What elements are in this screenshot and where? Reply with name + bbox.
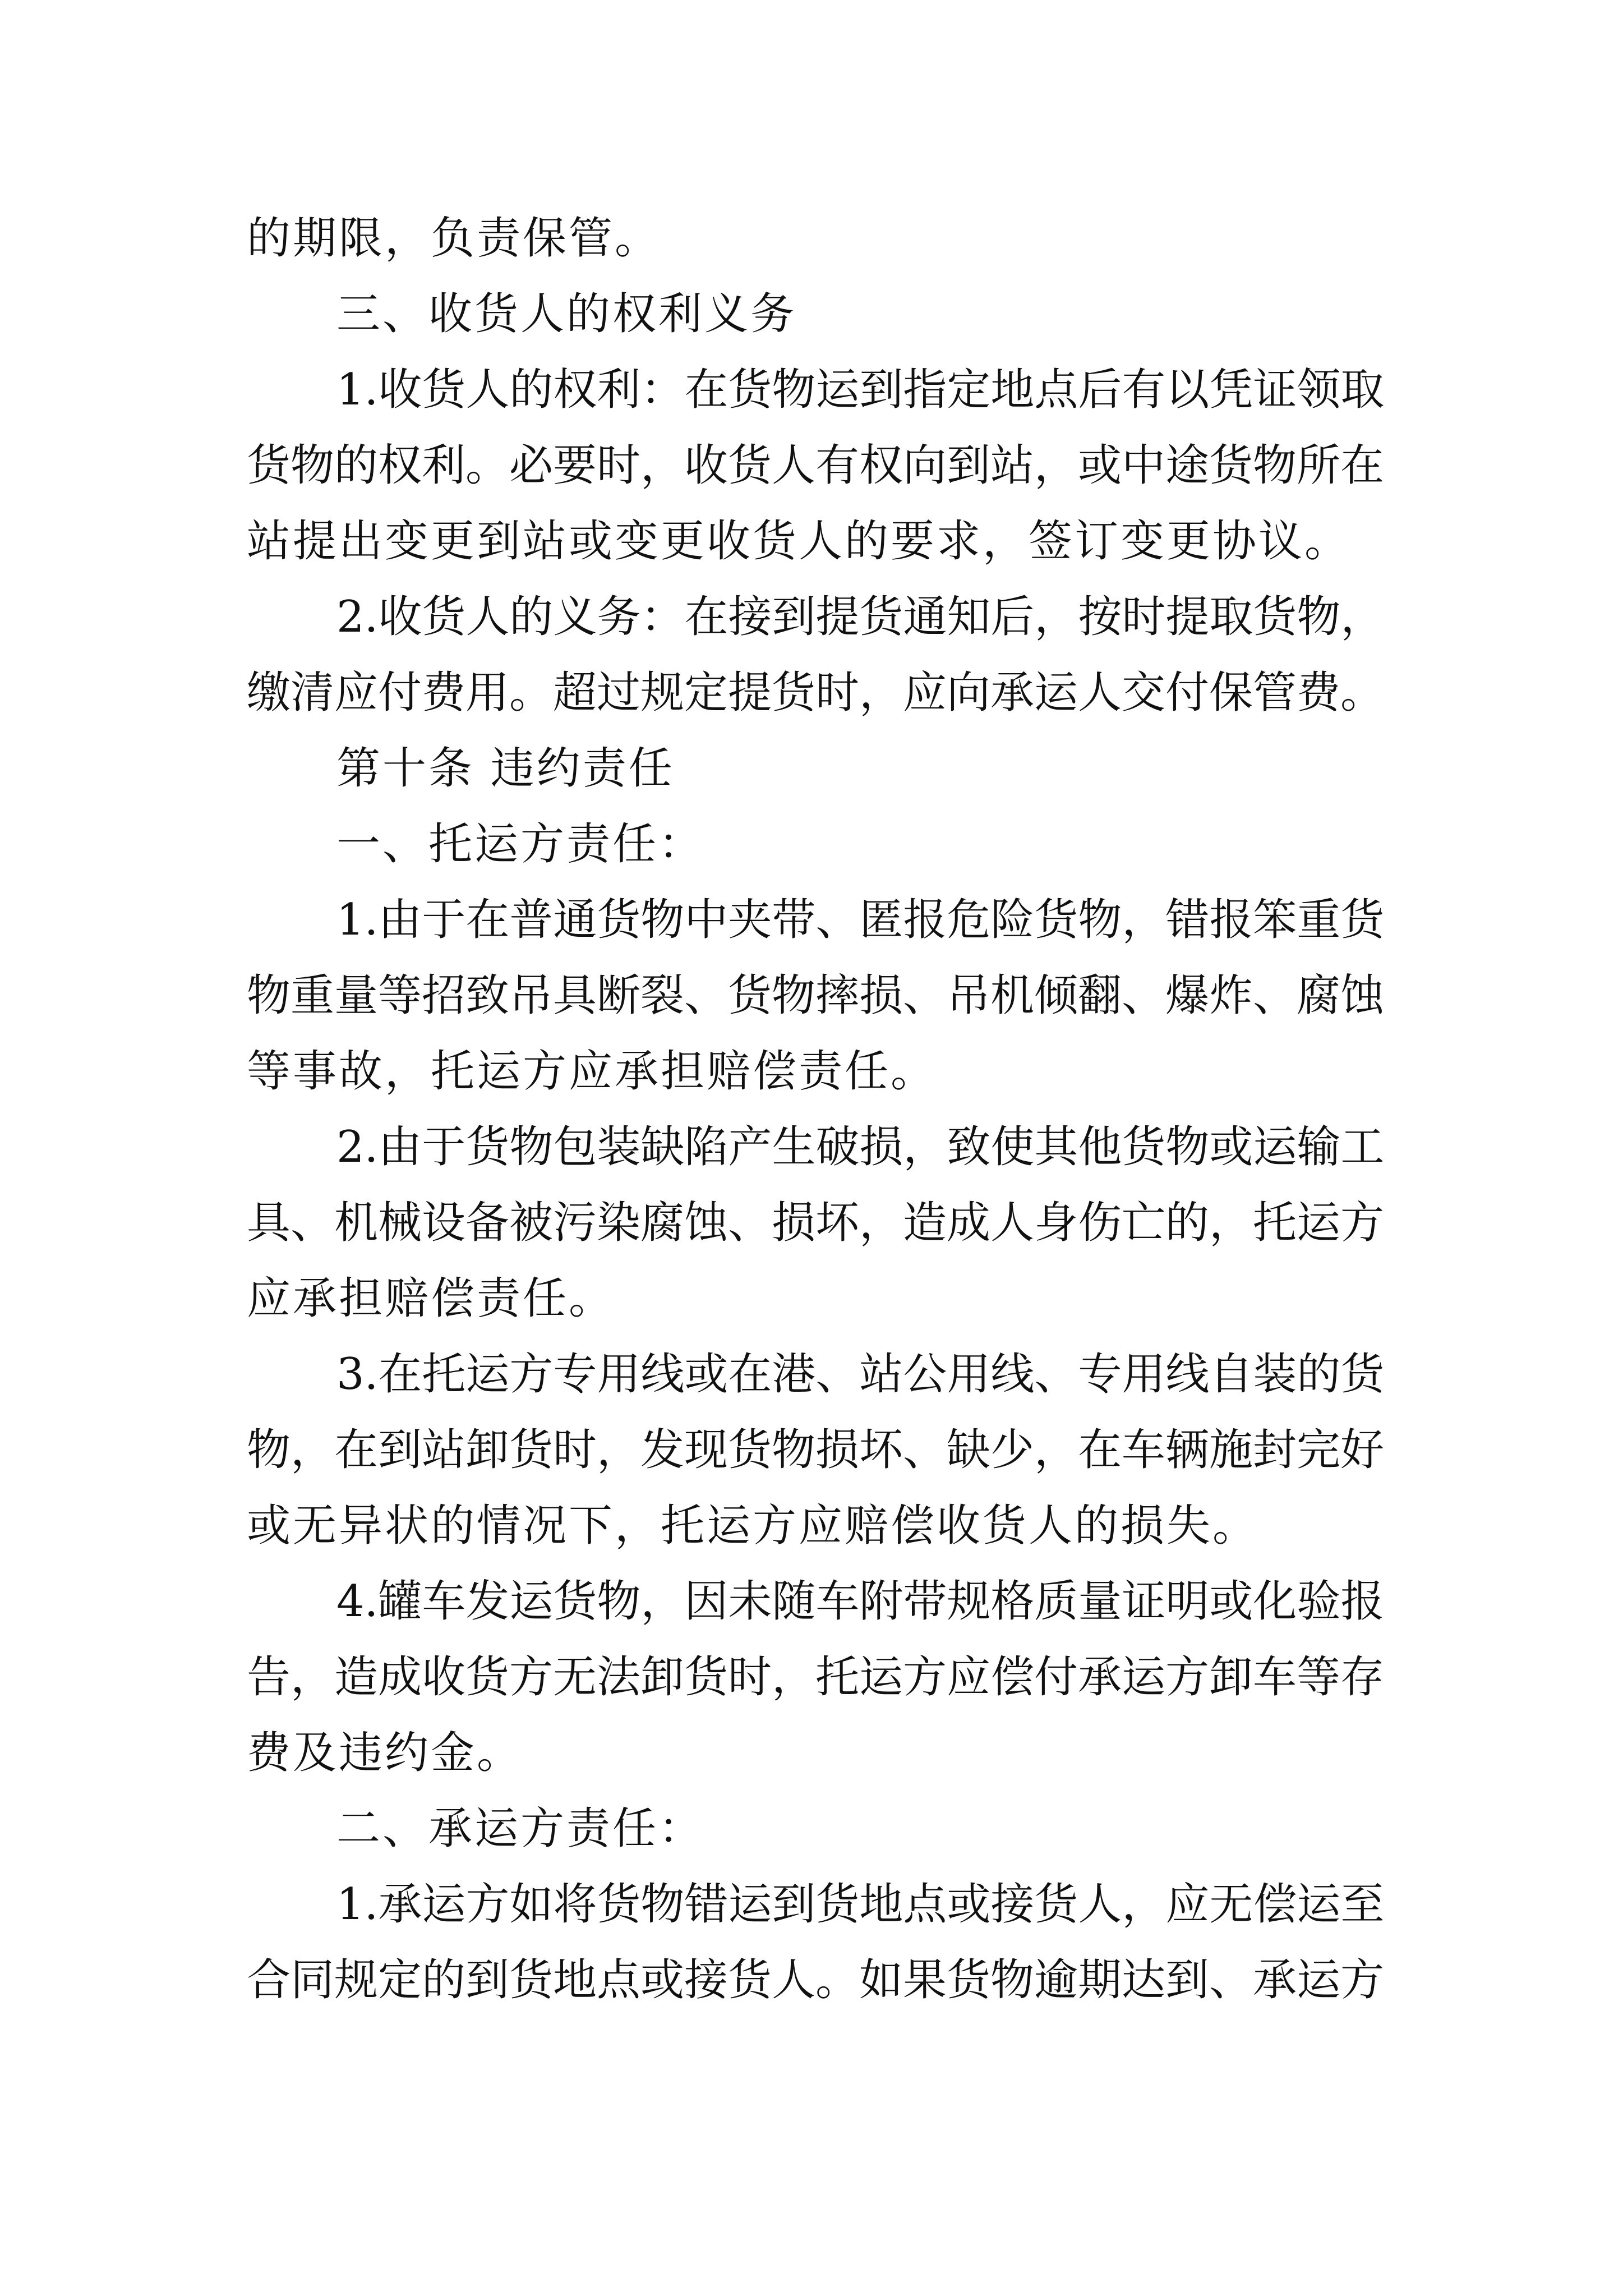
text-line: 2.收货人的义务：在接到提货通知后，按时提取货物， (336, 592, 1385, 642)
text-line: 合同规定的到货地点或接货人。如果货物逾期达到、承运方 (247, 1955, 1385, 2005)
text-line: 物重量等招致吊具断裂、货物摔损、吊机倾翻、爆炸、腐蚀 (247, 970, 1385, 1021)
text-line: 3.在托运方专用线或在港、站公用线、专用线自装的货 (336, 1349, 1385, 1400)
text-line: 货物的权利。必要时，收货人有权向到站，或中途货物所在 (247, 440, 1385, 491)
text-line: 1.承运方如将货物错运到货地点或接货人，应无偿运至 (336, 1879, 1385, 1930)
text-line: 缴清应付费用。超过规定提货时，应向承运人交付保管费。 (247, 668, 1385, 718)
text-line: 等事故，托运方应承担赔偿责任。 (247, 1046, 937, 1097)
text-line: 应承担赔偿责任。 (247, 1273, 615, 1324)
text-line: 具、机械设备被污染腐蚀、损坏，造成人身伤亡的，托运方 (247, 1198, 1385, 1248)
text-line: 费及违约金。 (247, 1728, 523, 1778)
text-line: 的期限，负责保管。 (247, 213, 661, 264)
text-line: 1.收货人的权利：在货物运到指定地点后有以凭证领取 (336, 365, 1385, 415)
text-line: 1.由于在普通货物中夹带、匿报危险货物，错报笨重货 (336, 895, 1385, 945)
article-heading: 第十条 违约责任 (336, 743, 675, 794)
text-line: 或无异状的情况下，托运方应赔偿收货人的损失。 (247, 1501, 1259, 1551)
text-line: 站提出变更到站或变更收货人的要求，签订变更协议。 (247, 516, 1351, 567)
section-heading: 二、承运方责任： (336, 1803, 705, 1854)
text-line: 物，在到站卸货时，发现货物损坏、缺少，在车辆施封完好 (247, 1425, 1385, 1475)
text-line: 告，造成收货方无法卸货时，托运方应偿付承运方卸车等存 (247, 1652, 1385, 1703)
section-heading: 一、托运方责任： (336, 819, 705, 869)
text-line: 4.罐车发运货物，因未随车附带规格质量证明或化验报 (336, 1576, 1385, 1627)
section-heading: 三、收货人的权利义务 (336, 289, 797, 339)
text-line: 2.由于货物包装缺陷产生破损，致使其他货物或运输工 (336, 1122, 1385, 1172)
